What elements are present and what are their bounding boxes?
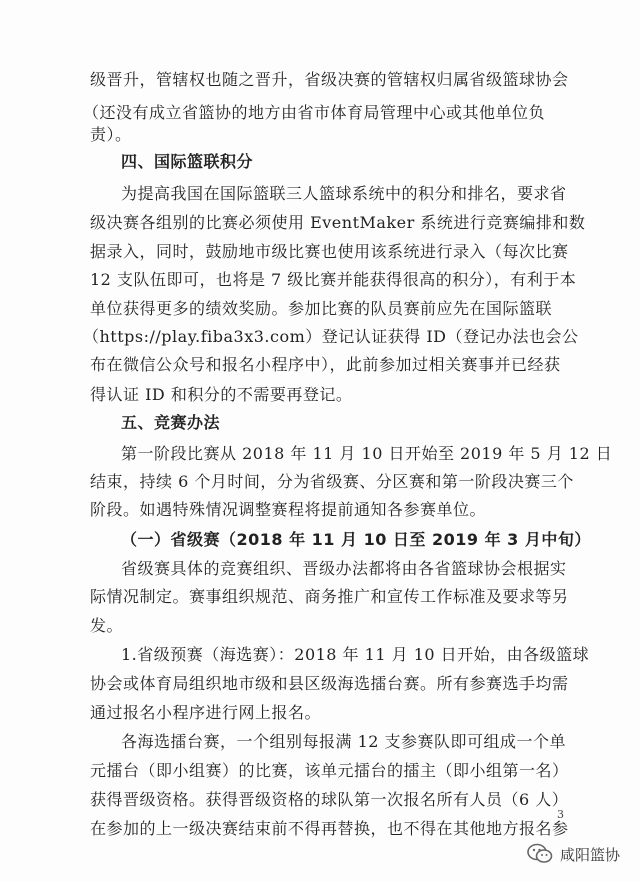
page-number: 3 [557,808,564,821]
text-line: 据录入，同时，鼓励地市级比赛也使用该系统进行录入（每次比赛 [90,242,569,261]
subsection-heading: （一）省级赛（2018 年 11 月 10 日至 2019 年 3 月中旬） [121,530,591,549]
text-line: 得认证 ID 和积分的不需要再登记。 [90,385,353,404]
watermark-text: 咸阳篮协 [560,845,621,864]
text-line: 布在微信公众号和报名小程序中），此前参加过相关赛事并已经获 [90,355,561,374]
text-line: 12 支队伍即可，也将是 7 级比赛并能获得很高的积分），有利于本 [90,270,577,289]
text-line: 元擂台（即小组赛）的比赛，该单元擂台的擂主（即小组第一名） [90,761,569,780]
text-line: 各海选擂台赛，一个组别每报满 12 支参赛队即可组成一个单 [121,732,567,751]
watermark [526,842,620,866]
text-line: （https://play.fiba3x3.com）登记认证获得 ID（登记办法也会公 [83,327,579,346]
section-heading: 四、国际篮联积分 [121,152,254,171]
text-line: 为提高我国在国际篮联三人篮球系统中的积分和排名，要求省 [121,184,567,203]
wechat-icon [526,842,554,866]
text-line: 省级赛具体的竞赛组织、晋级办法都将由各省篮球协会根据实 [121,559,567,578]
text-line: 在参加的上一级决赛结束前不得再替换，也不得在其他地方报名参 [90,819,569,838]
text-line: 协会或体育局组织地市级和县区级海选擂台赛。所有参赛选手均需 [90,674,569,693]
text-line: 获得晋级资格。获得晋级资格的球队第一次报名所有人员（6 人） [90,790,569,809]
section-heading: 五、竞赛办法 [121,413,221,432]
text-line: 责）。 [90,125,132,144]
text-line: 单位获得更多的绩效奖励。参加比赛的队员赛前应先在国际篮联 [90,299,553,318]
text-line: 级决赛各组别的比赛必须使用 EventMaker 系统进行竞赛编排和数 [90,213,586,232]
text-line: 通过报名小程序进行网上报名。 [90,703,322,722]
text-line: 级晋升，管辖权也随之晋升，省级决赛的管辖权归属省级篮球协会 [90,70,569,89]
text-line: 第一阶段比赛从 2018 年 11 月 10 日开始至 2019 年 5 月 12 日 [121,444,613,463]
text-line: （还没有成立省篮协的地方由省市体育局管理中心或其他单位负 [83,103,546,122]
text-line: 结束，持续 6 个月时间，分为省级赛、分区赛和第一阶段决赛三个 [90,472,574,491]
text-line: 阶段。如遇特殊情况调整赛程将提前通知各参赛单位。 [90,500,487,519]
text-line: 际情况制定。赛事组织规范、商务推广和宣传工作标准及要求等另 [90,587,569,606]
text-line: 1.省级预赛（海选赛）：2018 年 11 月 10 日开始，由各级篮球 [121,645,590,664]
text-line: 发。 [90,616,124,635]
